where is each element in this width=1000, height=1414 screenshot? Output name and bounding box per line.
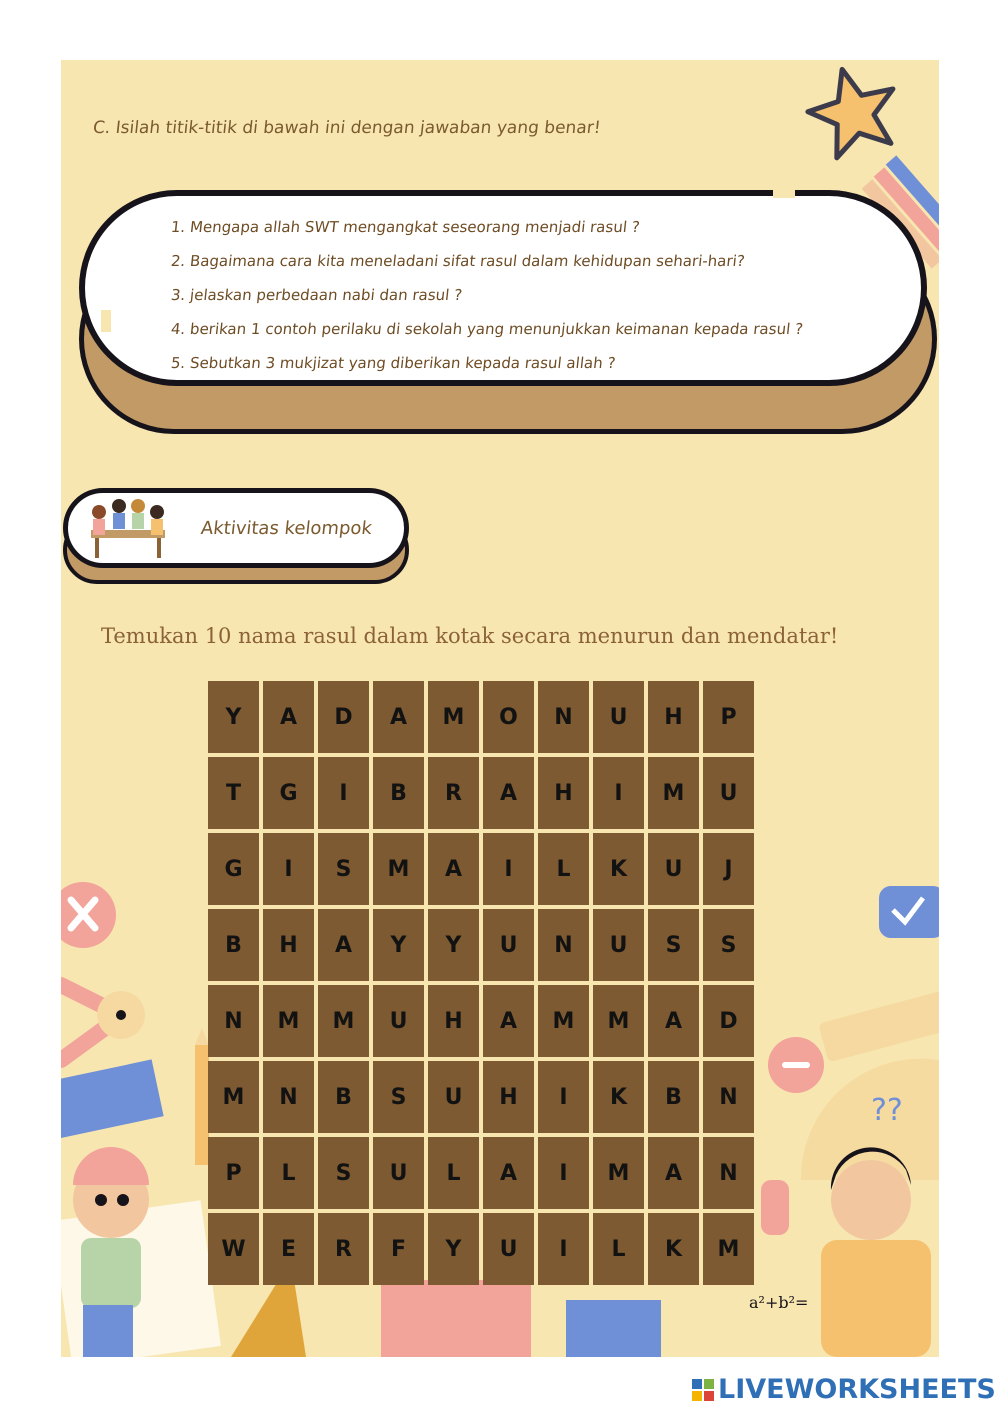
logo-text: LIVEWORKSHEETS: [718, 1374, 996, 1405]
wordsearch-cell[interactable]: U: [373, 985, 424, 1057]
wordsearch-cell[interactable]: B: [648, 1061, 699, 1133]
wordsearch-cell[interactable]: A: [483, 1137, 534, 1209]
wordsearch-cell[interactable]: L: [538, 833, 589, 905]
wordsearch-cell[interactable]: L: [428, 1137, 479, 1209]
wordsearch-cell[interactable]: M: [373, 833, 424, 905]
wordsearch-cell[interactable]: L: [593, 1213, 644, 1285]
liveworksheets-logo[interactable]: [692, 1374, 996, 1405]
wordsearch-cell[interactable]: S: [648, 909, 699, 981]
wordsearch-cell[interactable]: M: [318, 985, 369, 1057]
wordsearch-cell[interactable]: M: [593, 985, 644, 1057]
wordsearch-cell[interactable]: N: [208, 985, 259, 1057]
wordsearch-cell[interactable]: M: [703, 1213, 754, 1285]
wordsearch-cell[interactable]: Y: [428, 1213, 479, 1285]
wordsearch-cell[interactable]: I: [263, 833, 314, 905]
wordsearch-cell[interactable]: B: [208, 909, 259, 981]
question-item: 3. jelaskan perbedaan nabi dan rasul ?: [170, 286, 464, 304]
wordsearch-cell[interactable]: S: [703, 909, 754, 981]
worksheet-page: [61, 60, 939, 1357]
wordsearch-cell[interactable]: N: [538, 681, 589, 753]
wordsearch-cell[interactable]: S: [318, 833, 369, 905]
wordsearch-cell[interactable]: A: [318, 909, 369, 981]
wordsearch-cell[interactable]: U: [373, 1137, 424, 1209]
wordsearch-cell[interactable]: P: [208, 1137, 259, 1209]
wordsearch-cell[interactable]: U: [483, 909, 534, 981]
activity-label: Aktivitas kelompok: [199, 518, 374, 539]
wordsearch-cell[interactable]: U: [593, 681, 644, 753]
wordsearch-cell[interactable]: M: [538, 985, 589, 1057]
wordsearch-cell[interactable]: N: [263, 1061, 314, 1133]
wordsearch-cell[interactable]: Y: [428, 909, 479, 981]
wordsearch-cell[interactable]: S: [373, 1061, 424, 1133]
wordsearch-cell[interactable]: I: [593, 757, 644, 829]
wordsearch-cell[interactable]: Y: [208, 681, 259, 753]
wordsearch-cell[interactable]: H: [538, 757, 589, 829]
wordsearch-cell[interactable]: J: [703, 833, 754, 905]
wordsearch-cell[interactable]: U: [703, 757, 754, 829]
border-gap: [773, 190, 795, 198]
question-item: 2. Bagaimana cara kita meneladani sifat rasul dalam kehidupan sehari-hari?: [170, 252, 746, 270]
section-title: C. Isilah titik-titik di bawah ini dengan jawaban yang benar!: [91, 118, 602, 138]
wordsearch-instruction: Temukan 10 nama rasul dalam kotak secara menurun dan mendatar!: [101, 624, 839, 648]
wordsearch-cell[interactable]: Y: [373, 909, 424, 981]
wordsearch-cell[interactable]: U: [483, 1213, 534, 1285]
wordsearch-cell[interactable]: H: [483, 1061, 534, 1133]
wordsearch-cell[interactable]: S: [318, 1137, 369, 1209]
wordsearch-cell[interactable]: M: [593, 1137, 644, 1209]
wordsearch-cell[interactable]: K: [593, 1061, 644, 1133]
wordsearch-cell[interactable]: U: [648, 833, 699, 905]
wordsearch-cell[interactable]: M: [648, 757, 699, 829]
wordsearch-cell[interactable]: A: [373, 681, 424, 753]
wordsearch-cell[interactable]: N: [538, 909, 589, 981]
group-study-illustration: [83, 494, 173, 564]
wordsearch-cell[interactable]: K: [593, 833, 644, 905]
wordsearch-grid[interactable]: [208, 681, 754, 1285]
wordsearch-cell[interactable]: A: [483, 757, 534, 829]
wordsearch-cell[interactable]: G: [208, 833, 259, 905]
question-item: 5. Sebutkan 3 mukjizat yang diberikan kepada rasul allah ?: [170, 354, 617, 372]
wordsearch-cell[interactable]: H: [648, 681, 699, 753]
wordsearch-cell[interactable]: F: [373, 1213, 424, 1285]
wordsearch-cell[interactable]: E: [263, 1213, 314, 1285]
question-item: 4. berikan 1 contoh perilaku di sekolah yang menunjukkan keimanan kepada rasul ?: [170, 320, 804, 338]
wordsearch-cell[interactable]: I: [538, 1061, 589, 1133]
svg-text:a²+b²=: a²+b²=: [749, 1293, 809, 1312]
wordsearch-cell[interactable]: T: [208, 757, 259, 829]
border-gap: [101, 310, 111, 332]
wordsearch-cell[interactable]: B: [373, 757, 424, 829]
question-item: 1. Mengapa allah SWT mengangkat seseorang menjadi rasul ?: [170, 218, 641, 236]
wordsearch-cell[interactable]: N: [703, 1137, 754, 1209]
wordsearch-cell[interactable]: H: [428, 985, 479, 1057]
questions-list: [171, 210, 803, 380]
wordsearch-cell[interactable]: M: [263, 985, 314, 1057]
wordsearch-cell[interactable]: U: [593, 909, 644, 981]
logo-icon: [692, 1379, 714, 1401]
wordsearch-cell[interactable]: H: [263, 909, 314, 981]
wordsearch-cell[interactable]: D: [703, 985, 754, 1057]
svg-text:??: ??: [871, 1093, 903, 1128]
wordsearch-cell[interactable]: A: [648, 1137, 699, 1209]
wordsearch-cell[interactable]: P: [703, 681, 754, 753]
wordsearch-cell[interactable]: M: [208, 1061, 259, 1133]
wordsearch-cell[interactable]: I: [538, 1137, 589, 1209]
wordsearch-cell[interactable]: B: [318, 1061, 369, 1133]
wordsearch-cell[interactable]: R: [428, 757, 479, 829]
wordsearch-cell[interactable]: A: [428, 833, 479, 905]
wordsearch-cell[interactable]: G: [263, 757, 314, 829]
wordsearch-cell[interactable]: O: [483, 681, 534, 753]
wordsearch-cell[interactable]: I: [318, 757, 369, 829]
wordsearch-cell[interactable]: A: [263, 681, 314, 753]
wordsearch-cell[interactable]: K: [648, 1213, 699, 1285]
wordsearch-cell[interactable]: A: [483, 985, 534, 1057]
wordsearch-cell[interactable]: R: [318, 1213, 369, 1285]
wordsearch-cell[interactable]: D: [318, 681, 369, 753]
wordsearch-cell[interactable]: I: [538, 1213, 589, 1285]
wordsearch-cell[interactable]: N: [703, 1061, 754, 1133]
wordsearch-cell[interactable]: I: [483, 833, 534, 905]
wordsearch-cell[interactable]: W: [208, 1213, 259, 1285]
wordsearch-cell[interactable]: M: [428, 681, 479, 753]
wordsearch-cell[interactable]: A: [648, 985, 699, 1057]
wordsearch-cell[interactable]: U: [428, 1061, 479, 1133]
wordsearch-cell[interactable]: L: [263, 1137, 314, 1209]
